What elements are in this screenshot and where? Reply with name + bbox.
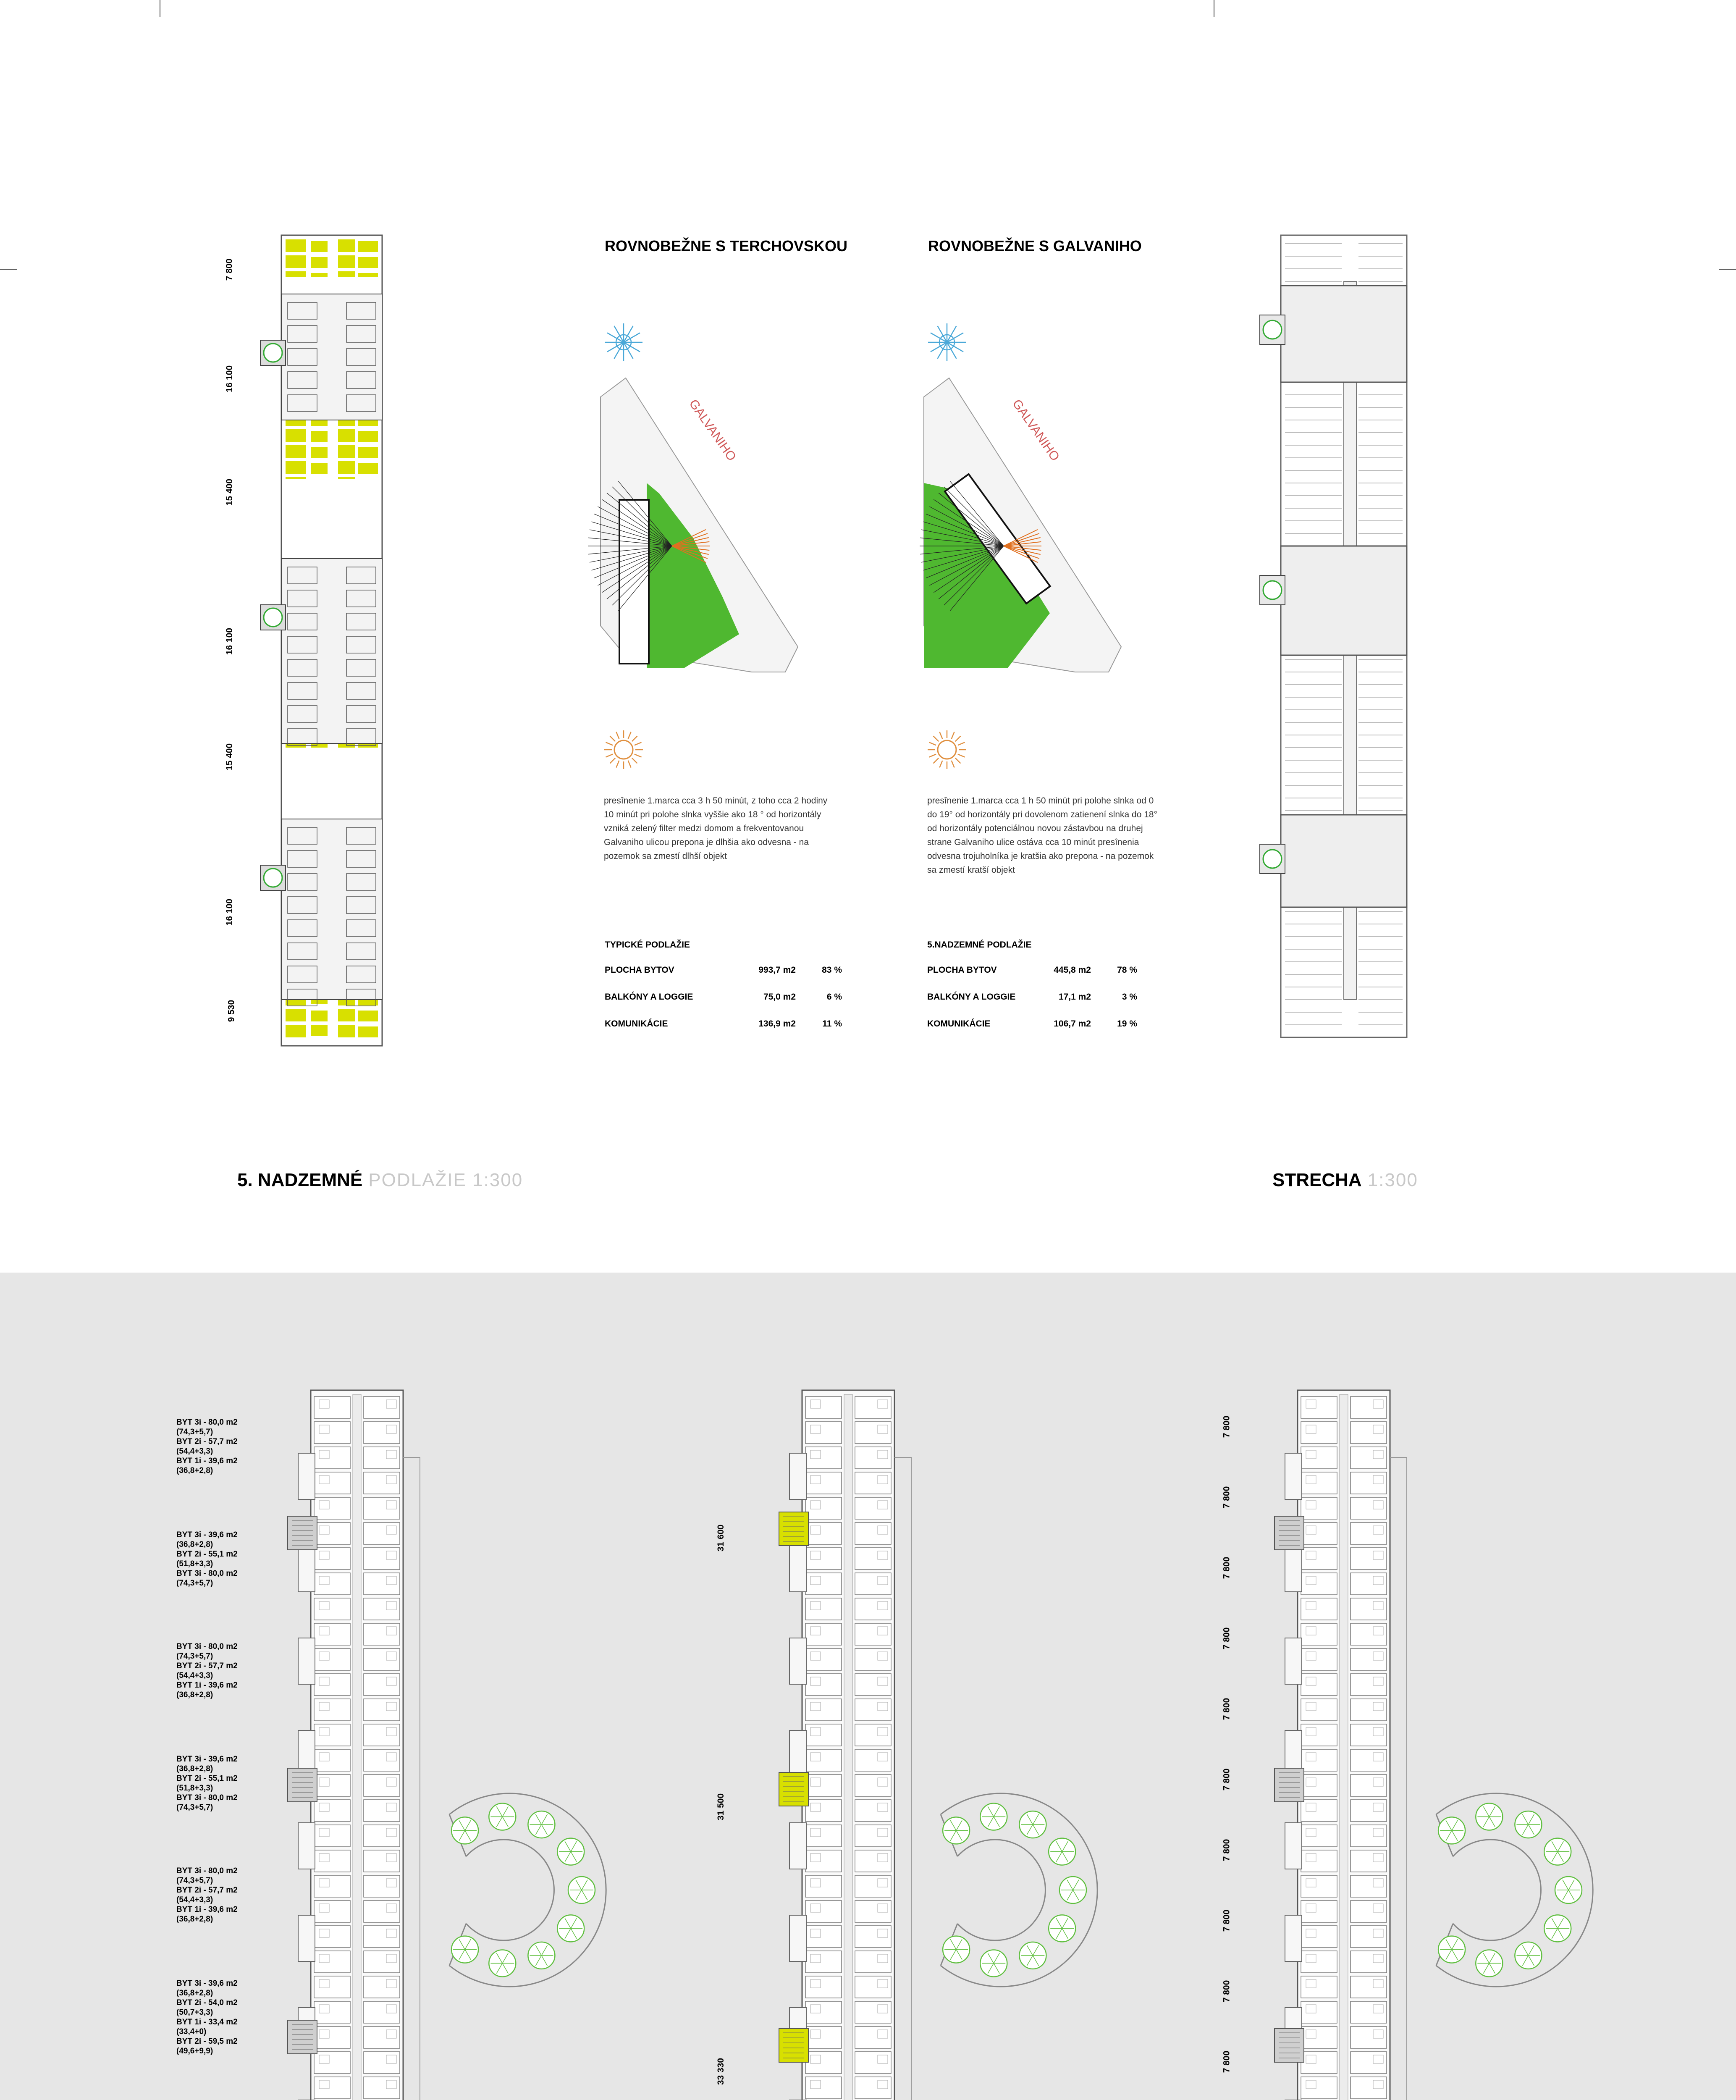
unit-label: (33,4+0) [176, 2027, 207, 2036]
sun-ray [610, 758, 616, 764]
plan-3-drawing [760, 1390, 1180, 2100]
unit-group [176, 1979, 286, 2056]
terrace-tile [286, 1009, 306, 1021]
analysis-text: presînenie 1.marca cca 1 h 50 minút pri polohe slnka od 0 do 19° od horizontály pri dovolenom zatienení slnka do 18° od horizontály potenciálnou novou zástavbou na druhej strane Galvaniho ulice ostáva cca 10 minút presînenia odvesna trojuholníka je kratšia ako prepona - na pozemok sa zmestí kratší objekt [927, 796, 1157, 875]
stair-core [779, 1772, 808, 1806]
stats-row: BALKÓNY A LOGGIE 75,0 m2 6 % [605, 992, 842, 1002]
sun-ray [632, 736, 637, 742]
unit-label: (74,3+5,7) [176, 1803, 213, 1812]
unit-labels [176, 1418, 286, 2100]
bay [789, 1453, 806, 1499]
unit-label: (74,3+5,7) [176, 1579, 213, 1588]
unit-label: BYT 1i - 33,4 m2 [176, 2018, 238, 2026]
terrace-tile [286, 461, 306, 474]
unit-label: (54,4+3,3) [176, 1895, 213, 1904]
stats-row: PLOCHA BYTOV 993,7 m2 83 % [605, 965, 842, 975]
bay [789, 1638, 806, 1684]
terrace-tile [338, 239, 355, 252]
sun-ray [958, 742, 965, 745]
sun-ray [610, 736, 616, 742]
sun-ray [635, 742, 642, 745]
corridor [353, 1394, 361, 2100]
sun-ray [635, 754, 642, 757]
snowflake-icon [924, 319, 970, 365]
sun-ray [958, 754, 965, 757]
sun-ray [628, 761, 631, 768]
stair-core [288, 1516, 317, 1550]
tree-icon [264, 869, 282, 887]
roof-title: STRECHA 1:300 [1272, 1170, 1418, 1190]
courtyard-inner [466, 1840, 554, 1940]
dim-label: 7 800 [1222, 1980, 1232, 2003]
crop-mark [0, 269, 17, 270]
unit-label: BYT 2i - 57,7 m2 [176, 1662, 238, 1670]
unit-label: BYT 3i - 39,6 m2 [176, 1755, 238, 1764]
site-diagram [911, 378, 1130, 714]
stats-row: PLOCHA BYTOV 445,8 m2 78 % [927, 965, 1137, 975]
sun-ray [939, 761, 942, 768]
sun-ray [952, 732, 955, 739]
corridor [844, 1394, 852, 2100]
unit-label: (74,3+5,7) [176, 1652, 213, 1661]
bay [298, 1915, 315, 1961]
terrace-tile [358, 1026, 378, 1037]
bay [1285, 1638, 1302, 1684]
stair-core [779, 1512, 808, 1546]
bay [789, 1730, 806, 1777]
sun-ray [929, 742, 936, 745]
bay [1285, 1453, 1302, 1499]
unit-label: (50,7+3,3) [176, 2008, 213, 2017]
terrace-tile [338, 461, 355, 474]
unit-label: (51,8+3,3) [176, 1559, 213, 1568]
unit-label: BYT 3i - 39,6 m2 [176, 1530, 238, 1539]
plan-2-drawing [269, 1390, 689, 2100]
dim-label: 7 800 [1222, 1909, 1232, 1932]
apartment-block [281, 294, 382, 420]
corridor [1340, 1394, 1348, 2100]
sun-ray [934, 736, 939, 742]
unit-group [176, 1418, 286, 1475]
snowflake-icon [601, 319, 647, 365]
dim-label: 9 530 [226, 1000, 236, 1022]
terrace-tile [338, 255, 355, 268]
terrace-tile [338, 477, 355, 479]
stair-core [288, 1768, 317, 1802]
terrace-tile [358, 257, 378, 268]
tree-icon [1263, 850, 1282, 868]
bay [789, 1823, 806, 1869]
dim-label: 31 600 [716, 1524, 726, 1552]
unit-label: BYT 3i - 80,0 m2 [176, 1866, 238, 1875]
stats-row: KOMUNIKÁCIE 136,9 m2 11 % [605, 1019, 842, 1029]
unit-label: BYT 2i - 55,1 m2 [176, 1550, 238, 1559]
stats-row: KOMUNIKÁCIE 106,7 m2 19 % [927, 1019, 1137, 1029]
sun-ray [628, 732, 631, 739]
terrace-tile [358, 241, 378, 252]
dim-label: 16 100 [225, 365, 235, 393]
unit-label: BYT 2i - 57,7 m2 [176, 1437, 238, 1446]
terrace-tile [286, 1025, 306, 1037]
dim-label: 7 800 [1222, 1839, 1232, 1861]
sun-icon [924, 727, 970, 773]
terrace-tile [358, 273, 378, 277]
terrace-tile [286, 477, 306, 479]
unit-group [176, 1642, 286, 1700]
terrace-tile [311, 1025, 328, 1036]
unit-label: (74,3+5,7) [176, 1428, 213, 1436]
apartment-block [281, 559, 382, 743]
tree-icon [264, 608, 282, 627]
balcony-strip [1390, 1457, 1407, 2100]
sun-ray [952, 761, 955, 768]
sun-ray [939, 732, 942, 739]
dim-label: 16 100 [225, 898, 235, 926]
terrace-tile [286, 445, 306, 458]
courtyard-inner [1453, 1840, 1541, 1940]
terrace-tile [286, 271, 306, 277]
dim-label: 7 800 [1222, 1627, 1232, 1650]
bay [789, 1546, 806, 1592]
unit-label: (49,6+9,9) [176, 2047, 213, 2055]
roof-core [1281, 286, 1407, 382]
unit-label: BYT 1i - 39,6 m2 [176, 1681, 238, 1690]
bay [298, 1546, 315, 1592]
terrace-tile [358, 447, 378, 458]
stats-table [605, 940, 842, 1046]
dim-label: 7 800 [1222, 1557, 1232, 1579]
unit-label: BYT 1i - 39,6 m2 [176, 1905, 238, 1914]
plan-5-drawing [210, 227, 420, 1067]
terrace-tile [338, 271, 355, 277]
terrace-tile [311, 447, 328, 458]
stats-table [927, 940, 1137, 1046]
roof-core [1281, 546, 1407, 655]
sun-ray [606, 742, 613, 745]
terrace-tile [338, 429, 355, 442]
dim-label: 7 800 [1222, 1768, 1232, 1791]
unit-label: (54,4+3,3) [176, 1671, 213, 1680]
dim-label: 7 800 [1222, 1415, 1232, 1438]
unit-group [176, 1866, 286, 1924]
unit-label: (36,8+2,8) [176, 1915, 213, 1924]
bay [298, 1823, 315, 1869]
terrace-tile [358, 1011, 378, 1021]
unit-label: BYT 3i - 80,0 m2 [176, 1793, 238, 1802]
stair-core [779, 2029, 808, 2062]
unit-label: BYT 2i - 59,5 m2 [176, 2037, 238, 2046]
stats-title: 5.NADZEMNÉ PODLAŽIE [927, 940, 1032, 950]
analysis-heading: ROVNOBEŽNE S TERCHOVSKOU [605, 237, 848, 255]
stair-core [1274, 1516, 1304, 1550]
unit-label: (51,8+3,3) [176, 1784, 213, 1793]
apartment-block [281, 819, 382, 1000]
balcony-strip [894, 1457, 911, 2100]
analysis-heading: ROVNOBEŽNE S GALVANIHO [928, 237, 1142, 255]
stair-core [1274, 2029, 1304, 2062]
dim-label: 16 100 [225, 627, 235, 655]
tree-icon [1263, 320, 1282, 339]
stair-core [1274, 1768, 1304, 1802]
unit-label: BYT 1i - 39,6 m2 [176, 1457, 238, 1465]
terrace-tile [286, 429, 306, 442]
tree-icon [1263, 581, 1282, 599]
dim-label: 7 800 [224, 258, 234, 281]
bay [789, 1915, 806, 1961]
bay [1285, 1546, 1302, 1592]
balcony-strip [403, 1457, 420, 2100]
terrace-tile [311, 1011, 328, 1021]
site-diagram [588, 378, 806, 714]
dim-label: 15 400 [225, 478, 235, 506]
terrace-tile [338, 1009, 355, 1021]
dim-label: 31 500 [716, 1793, 726, 1821]
unit-label: (54,4+3,3) [176, 1447, 213, 1456]
unit-label: (74,3+5,7) [176, 1876, 213, 1885]
unit-label: BYT 3i - 39,6 m2 [176, 1979, 238, 1988]
terrace-tile [311, 273, 328, 277]
stats-title: TYPICKÉ PODLAŽIE [605, 940, 690, 950]
terrace-tile [311, 241, 328, 252]
unit-group [176, 1754, 286, 1812]
roof-drawing [1256, 235, 1432, 1042]
unit-label: (36,8+2,8) [176, 1989, 213, 1998]
dim-label: 7 800 [1222, 1486, 1232, 1509]
terrace-tile [358, 463, 378, 474]
terrace-tile [286, 255, 306, 268]
unit-label: (36,8+2,8) [176, 1690, 213, 1699]
sun-ray [616, 732, 619, 739]
bay [298, 1638, 315, 1684]
sun-ray [616, 761, 619, 768]
dim-label: 15 400 [225, 743, 235, 771]
terrace-tile [286, 239, 306, 252]
crop-mark [1719, 269, 1736, 270]
unit-label: BYT 2i - 54,0 m2 [176, 1998, 238, 2007]
sun-ray [955, 758, 961, 764]
dim-label: 7 800 [1222, 1698, 1232, 1720]
sun-ray [632, 758, 637, 764]
terrace-tile [338, 445, 355, 458]
analysis-text: presînenie 1.marca cca 3 h 50 minút, z toho cca 2 hodiny 10 minút pri polohe slnka vyššie ako 18 ° od horizontály vzniká zelený filter medzi domom a frekventovanou Galvaniho ulicou prepona je dlhšia ako odvesna - na pozemok sa zmestí dlhší objekt [604, 796, 828, 861]
roof-core [1281, 815, 1407, 907]
sun-ray [606, 754, 613, 757]
dim-label: 33 330 [716, 2058, 726, 2085]
unit-label: BYT 3i - 80,0 m2 [176, 1642, 238, 1651]
bay [1285, 1915, 1302, 1961]
unit-label: BYT 2i - 55,1 m2 [176, 1774, 238, 1783]
stats-row: BALKÓNY A LOGGIE 17,1 m2 3 % [927, 992, 1137, 1002]
dim-label: 7 800 [1222, 2050, 1232, 2073]
terrace-tile [338, 1025, 355, 1037]
terrace-tile [311, 463, 328, 474]
sun-ray [934, 758, 939, 764]
bay [298, 1453, 315, 1499]
bay [1285, 1823, 1302, 1869]
terrace-tile [311, 431, 328, 442]
unit-label: (36,8+2,8) [176, 1764, 213, 1773]
unit-group [176, 1530, 286, 1588]
unit-label: BYT 2i - 57,7 m2 [176, 1886, 238, 1895]
tree-icon [264, 344, 282, 362]
courtyard-inner [957, 1840, 1045, 1940]
terrace-tile [358, 431, 378, 442]
terrace-tile [311, 257, 328, 268]
sun-icon [601, 727, 647, 773]
unit-label: (36,8+2,8) [176, 1466, 213, 1475]
plan-5-title: 5. NADZEMNÉ PODLAŽIE 1:300 [237, 1170, 523, 1190]
sun-ray [955, 736, 961, 742]
unit-label: BYT 3i - 80,0 m2 [176, 1569, 238, 1578]
svg-text:GALVANIHO: GALVANIHO [1010, 397, 1062, 464]
unit-label: (36,8+2,8) [176, 1540, 213, 1549]
sun-ray [929, 754, 936, 757]
stair-core [288, 2020, 317, 2054]
unit-label: BYT 3i - 80,0 m2 [176, 1418, 238, 1427]
svg-text:GALVANIHO: GALVANIHO [686, 397, 739, 464]
plan-4-drawing [1256, 1390, 1676, 2100]
